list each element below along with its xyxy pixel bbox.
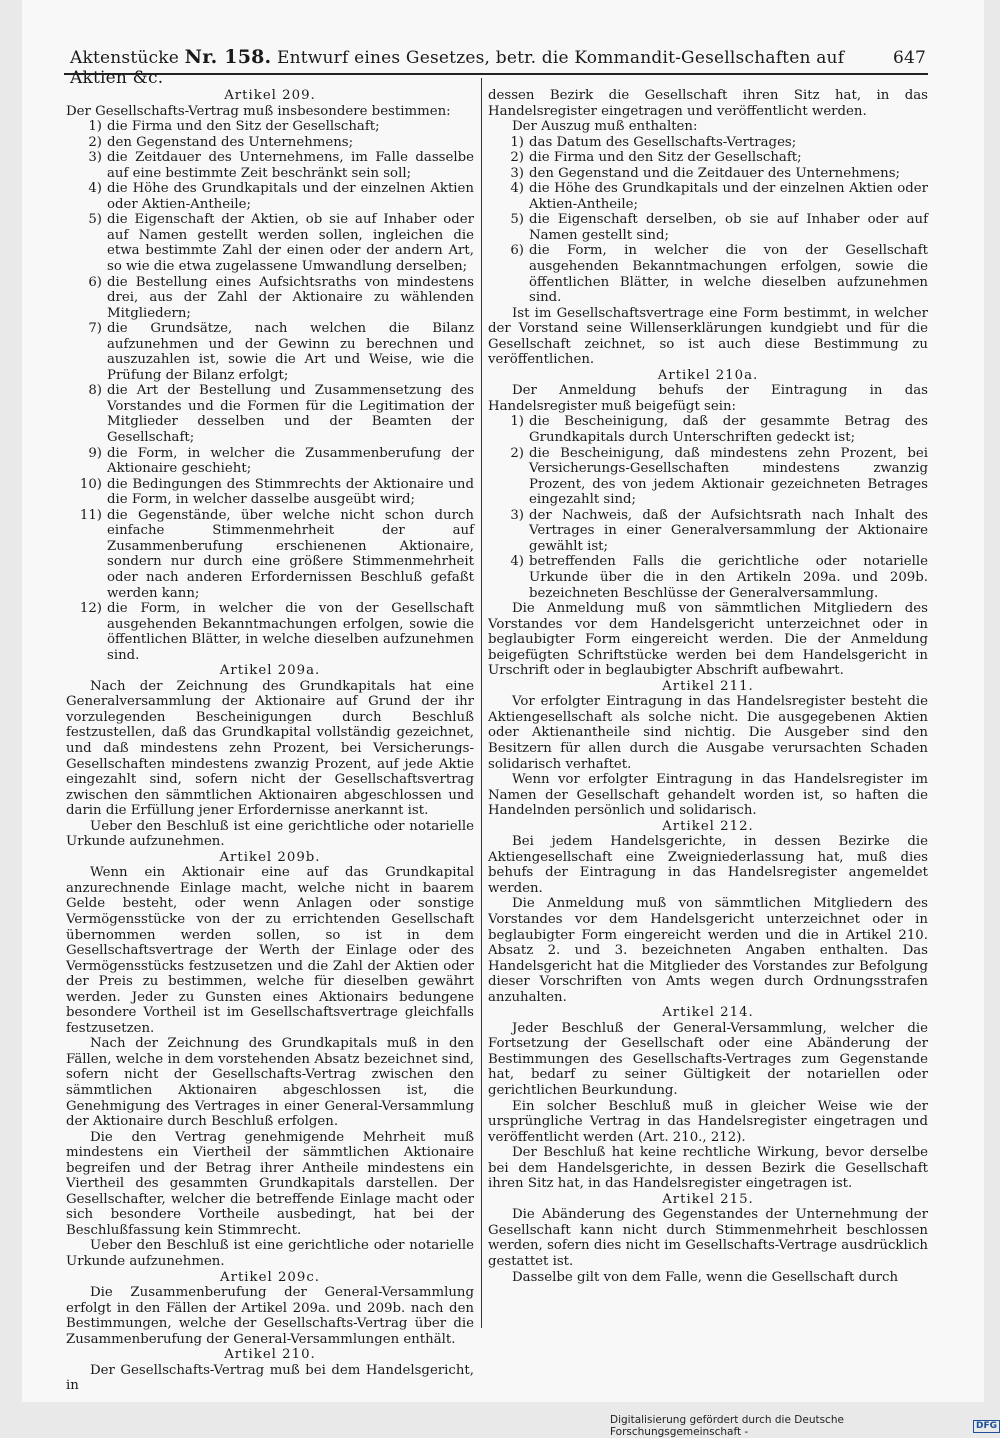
list-item-number: 2) xyxy=(510,445,524,461)
article-210-paragraph: Ist im Gesellschaftsvertrage eine Form bestimmt, in welcher der Vorstand seine Willenserklärungen kundgiebt und für die Gesellschaft zeichnet, so ist auch diese Bestimmung zu veröffentlichen. xyxy=(488,305,928,368)
article-214-paragraph: Ein solcher Beschluß muß in gleicher Weise wie der ursprüngliche Vertrag in das Handelsregister eingetragen und veröffentlicht werden (Art. 210., 212). xyxy=(488,1098,928,1145)
list-item-number: 1) xyxy=(510,134,524,150)
list-item-number: 3) xyxy=(510,165,524,181)
list-item-number: 2) xyxy=(88,134,102,150)
list-item-number: 4) xyxy=(88,181,102,197)
list-item-number: 8) xyxy=(88,383,102,399)
article-215-heading: Artikel 215. xyxy=(662,1191,754,1207)
article-209b-paragraph: Die den Vertrag genehmigende Mehrheit muß mindestens ein Viertheil der sämmtlichen Aktionaire begreifen und der Betrag ihrer Antheile mindestens ein Viertheil des gesammten Grundkapitals darstellen. Der Gesellschafter, welcher die betreffende Einlage macht oder sich besondere Vortheile ausbedingt, hat bei der Beschlußfassung kein Stimmrecht. xyxy=(66,1129,474,1238)
list-item-text: die Bestellung eines Aufsichtsraths von mindestens drei, aus der Zahl der Aktionaire zu wählenden Mitgliedern; xyxy=(107,274,474,321)
list-item xyxy=(488,212,928,243)
list-item-text: den Gegenstand des Unternehmens; xyxy=(107,134,354,150)
article-209b-paragraph: Ueber den Beschluß ist eine gerichtliche oder notarielle Urkunde aufzunehmen. xyxy=(66,1238,474,1270)
list-item-text: die Form, in welcher die von der Gesellschaft ausgehenden Bekanntmachungen erfolgen, sowie die öffentlichen Blätter, in welche dieselben aufzunehmen sind. xyxy=(529,243,928,306)
page-header xyxy=(70,46,926,88)
header-title-post: Entwurf eines Gesetzes, betr. die Kommandit-Gesellschaften auf Aktien &c. xyxy=(70,48,845,88)
list-item-text: die Höhe des Grundkapitals und der einzelnen Aktien oder Aktien-Antheile; xyxy=(529,181,928,212)
list-item xyxy=(66,601,474,663)
article-212-paragraph: Die Anmeldung muß von sämmtlichen Mitgliedern des Vorstandes vor dem Handelsgericht unterzeichnet oder in beglaubigter Form eingereicht werden und die in Artikel 210. Absatz 2. und 3. bezeichneten Angaben enthalten. Das Handelsgericht hat die Mitglieder des Vorstandes zur Befolgung dieser Vorschriften von Amts wegen durch Ordnungsstrafen anzuhalten. xyxy=(488,896,928,1005)
article-209b-paragraph: Wenn ein Aktionair eine auf das Grundkapital anzurechnende Einlage macht, welche nicht in baarem Gelde besteht, oder wenn Anlagen oder sonstige Vermögensstücke von der zu errichtenden Gesellschaft übernommen werden sollen, so ist in dem Gesellschaftsvertrage der Werth der Einlage oder des Vermögensstücks festzusetzen und die Zahl der Aktien oder der Preis zu bestimmen, welche für dieselben gewährt werden. Jeder zu Gunsten eines Aktionairs bedungene besondere Vortheil ist im Gesellschaftsvertrage gleichfalls festzusetzen. xyxy=(66,865,474,1036)
list-item-number: 11) xyxy=(79,507,102,523)
article-215-paragraph: Die Abänderung des Gegenstandes der Unternehmung der Gesellschaft kann nicht durch Stimmenmehrheit beschlossen werden, sofern dies nicht im Gesellschafts-Vertrage ausdrücklich gestattet ist. xyxy=(488,1207,928,1270)
header-rule xyxy=(64,73,928,75)
article-209c-paragraph: Die Zusammenberufung der General-Versammlung erfolgt in den Fällen der Artikel 209a. und 209b. nach den Bestimmungen, welche der Gesellschafts-Vertrag über die Zusammenberufung der General-Versammlungen enthält. xyxy=(66,1285,474,1347)
article-210-heading: Artikel 210. xyxy=(224,1347,316,1363)
list-item xyxy=(488,554,928,601)
article-209a-heading: Artikel 209a. xyxy=(219,663,321,679)
list-item-number: 5) xyxy=(88,212,102,228)
list-item-text: betreffenden Falls die gerichtliche oder notarielle Urkunde über die in den Artikeln 209a. und 209b. bezeichneten Beschlüsse der Generalversammlung. xyxy=(529,554,928,601)
header-document-number: Nr. 158. xyxy=(184,46,272,68)
article-209c-heading: Artikel 209c. xyxy=(219,1269,320,1285)
list-item xyxy=(488,414,928,445)
list-item-number: 5) xyxy=(510,212,524,228)
article-209-intro: Der Gesellschafts-Vertrag muß insbesondere bestimmen: xyxy=(66,103,451,119)
list-item xyxy=(488,150,928,166)
list-item-text: die Form, in welcher die von der Gesellschaft ausgehenden Bekanntmachungen erfolgen, sowie die öffentlichen Blätter, in welche dieselben aufzunehmen sind. xyxy=(107,601,474,663)
article-209b-paragraph: Nach der Zeichnung des Grundkapitals muß in den Fällen, welche in dem vorstehenden Absatz bezeichnet sind, sofern nicht der Gesellschafts-Vertrag zwischen den sämmtlichen Aktionairen abgeschlossen ist, die Genehmigung des Vertrages in einer General-Versammlung der Aktionaire durch Beschluß erfolgen. xyxy=(66,1036,474,1130)
list-item xyxy=(66,181,474,212)
list-item-text: die Gegenstände, über welche nicht schon durch einfache Stimmenmehrheit der auf Zusammenberufung erschienenen Aktionaire, sondern nur durch eine größere Stimmenmehrheit oder nach anderen Erfordernissen Beschluß gefaßt werden kann; xyxy=(107,507,474,601)
list-item xyxy=(488,181,928,212)
list-item xyxy=(488,135,928,151)
list-item xyxy=(66,150,474,181)
article-210a-paragraph: Die Anmeldung muß von sämmtlichen Mitgliedern des Vorstandes vor dem Handelsgericht unterzeichnet oder in beglaubigter Form eingereicht werden. Die der Anmeldung beigefügten Schriftstücke werden bei dem Handelsgericht in Urschrift oder in beglaubigter Abschrift aufbewahrt. xyxy=(488,601,928,679)
article-210-list xyxy=(488,135,928,306)
article-210-paragraph: Der Gesellschafts-Vertrag muß bei dem Handelsgericht, in xyxy=(66,1362,474,1394)
list-item-text: die Grundsätze, nach welchen die Bilanz aufzunehmen und der Gewinn zu berechnen und auszuzahlen ist, sowie die Art und Weise, wie die Prüfung der Bilanz erfolgt; xyxy=(107,321,474,383)
list-item-number: 6) xyxy=(88,274,102,290)
article-215-paragraph: Dasselbe gilt von dem Falle, wenn die Gesellschaft durch xyxy=(512,1269,899,1285)
list-item-number: 6) xyxy=(510,243,524,259)
list-item xyxy=(66,135,474,151)
article-210a-heading: Artikel 210a. xyxy=(657,367,759,383)
list-item-text: die Bedingungen des Stimmrechts der Aktionaire und die Form, in welcher dasselbe ausgeübt wird; xyxy=(107,476,474,508)
article-209-list xyxy=(66,119,474,663)
article-210-continuation: dessen Bezirk die Gesellschaft ihren Sitz hat, in das Handelsregister eingetragen und veröffentlicht werden. xyxy=(488,88,928,119)
list-item-number: 4) xyxy=(510,181,524,197)
list-item-text: den Gegenstand und die Zeitdauer des Unternehmens; xyxy=(529,165,901,181)
list-item-number: 3) xyxy=(510,507,524,523)
list-item xyxy=(66,321,474,383)
header-title-pre: Aktenstücke xyxy=(70,48,180,68)
article-210a-list xyxy=(488,414,928,601)
left-column xyxy=(66,88,474,1394)
article-211-paragraph: Vor erfolgter Eintragung in das Handelsregister besteht die Aktiengesellschaft als solche nicht. Die ausgegebenen Aktien oder Aktienantheile sind nichtig. Die Ausgeber sind den Besitzern für allen durch die Ausgabe verursachten Schaden solidarisch verhaftet. xyxy=(488,694,928,772)
list-item-text: die Form, in welcher die Zusammenberufung der Aktionaire geschieht; xyxy=(107,445,474,477)
list-item-number: 1) xyxy=(510,414,524,430)
list-item xyxy=(66,119,474,135)
article-212-heading: Artikel 212. xyxy=(662,818,754,834)
list-item-number: 12) xyxy=(79,601,102,617)
article-209a-paragraph: Ueber den Beschluß ist eine gerichtliche oder notarielle Urkunde aufzunehmen. xyxy=(66,818,474,850)
list-item-number: 7) xyxy=(88,321,102,337)
list-item xyxy=(488,446,928,508)
article-211-paragraph: Wenn vor erfolgter Eintragung in das Handelsregister im Namen der Gesellschaft gehandelt worden ist, so haften die Handelnden persönlich und solidarisch. xyxy=(488,772,928,819)
article-210a-intro: Der Anmeldung behufs der Eintragung in das Handelsregister muß beigefügt sein: xyxy=(488,383,928,414)
list-item xyxy=(66,477,474,508)
article-214-heading: Artikel 214. xyxy=(662,1005,754,1021)
list-item-text: die Art der Bestellung und Zusammensetzung des Vorstandes und die Formen für die Legitimation der Mitglieder desselben und der Beamten der Gesellschaft; xyxy=(107,383,474,446)
list-item-text: die Bescheinigung, daß der gesammte Betrag des Grundkapitals durch Unterschriften gedeckt ist; xyxy=(529,414,928,446)
list-item xyxy=(488,508,928,555)
list-item xyxy=(488,166,928,182)
article-209-heading: Artikel 209. xyxy=(224,88,316,103)
article-211-heading: Artikel 211. xyxy=(662,678,754,694)
list-item-text: der Nachweis, daß der Aufsichtsrath nach Inhalt des Vertrages in einer Generalversammlung der Aktionaire gewählt ist; xyxy=(529,507,928,554)
list-item-text: die Firma und den Sitz der Gesellschaft; xyxy=(107,119,380,135)
list-item-number: 4) xyxy=(510,554,524,570)
list-item-text: die Eigenschaft der Aktien, ob sie auf Inhaber oder auf Namen gestellt werden sollen, ingleichen die etwa bestimmte Zahl der einen oder der andern Art, so wie die etwa zugelassene Umwandlung derselben; xyxy=(107,212,474,275)
list-item-number: 2) xyxy=(510,150,524,166)
list-item-text: die Zeitdauer des Unternehmens, im Falle dasselbe auf eine bestimmte Zeit beschränkt sein soll; xyxy=(107,150,474,181)
article-212-paragraph: Bei jedem Handelsgerichte, in dessen Bezirke die Aktiengesellschaft eine Zweigniederlassung hat, muß dies behufs der Eintragung in das Handelsregister angemeldet werden. xyxy=(488,834,928,896)
list-item-number: 10) xyxy=(79,476,102,492)
list-item-text: die Höhe des Grundkapitals und der einzelnen Aktien oder Aktien-Antheile; xyxy=(107,181,474,212)
list-item xyxy=(66,275,474,322)
footer-credit xyxy=(610,1414,1000,1438)
list-item-text: das Datum des Gesellschafts-Vertrages; xyxy=(529,134,797,150)
dfg-logo: DFG xyxy=(973,1420,1000,1433)
article-214-paragraph: Jeder Beschluß der General-Versammlung, welcher die Fortsetzung der Gesellschaft oder eine Abänderung der Bestimmungen des Gesellschafts-Vertrages zum Gegenstande hat, bedarf zu seiner Gültigkeit der notariellen oder gerichtlichen Beurkundung. xyxy=(488,1020,928,1098)
list-item-text: die Firma und den Sitz der Gesellschaft; xyxy=(529,150,802,166)
column-divider xyxy=(481,78,482,1328)
list-item-text: die Eigenschaft derselben, ob sie auf Inhaber oder auf Namen gestellt sind; xyxy=(529,212,928,243)
list-item xyxy=(66,383,474,445)
right-column xyxy=(488,88,928,1285)
article-209b-heading: Artikel 209b. xyxy=(219,849,321,865)
footer-text: Digitalisierung gefördert durch die Deutsche Forschungsgemeinschaft - xyxy=(610,1414,844,1438)
list-item-number: 1) xyxy=(88,119,102,135)
list-item xyxy=(488,243,928,305)
article-209a-paragraph: Nach der Zeichnung des Grundkapitals hat eine Generalversammlung der Aktionaire auf Grund der ihr vorzulegenden Bescheinigungen durch Beschluß festzustellen, daß das Grundkapital vollständig gezeichnet, und daß mindestens zehn Prozent, bei Versicherungs-Gesellschaften mindestens zwanzig Prozent, auf jede Aktie eingezahlt sind, sofern nicht der Gesellschaftsvertrag zwischen den sämmtlichen Aktionairen abgeschlossen und darin die Erfüllung jener Erfordernisse anerkannt ist. xyxy=(66,678,474,819)
list-item-number: 9) xyxy=(88,445,102,461)
list-item xyxy=(66,212,474,274)
list-item-number: 3) xyxy=(88,150,102,166)
list-item xyxy=(66,446,474,477)
article-210-intro: Der Auszug muß enthalten: xyxy=(512,119,698,135)
page-number: 647 xyxy=(892,48,926,68)
article-214-paragraph: Der Beschluß hat keine rechtliche Wirkung, bevor derselbe bei dem Handelsgerichte, in dessen Bezirk die Gesellschaft ihren Sitz hat, in das Handelsregister eingetragen ist. xyxy=(488,1145,928,1192)
list-item-text: die Bescheinigung, daß mindestens zehn Prozent, bei Versicherungs-Gesellschaften mindestens zwanzig Prozent, des von jedem Aktionair gezeichneten Betrages eingezahlt sind; xyxy=(529,445,928,508)
list-item xyxy=(66,508,474,601)
